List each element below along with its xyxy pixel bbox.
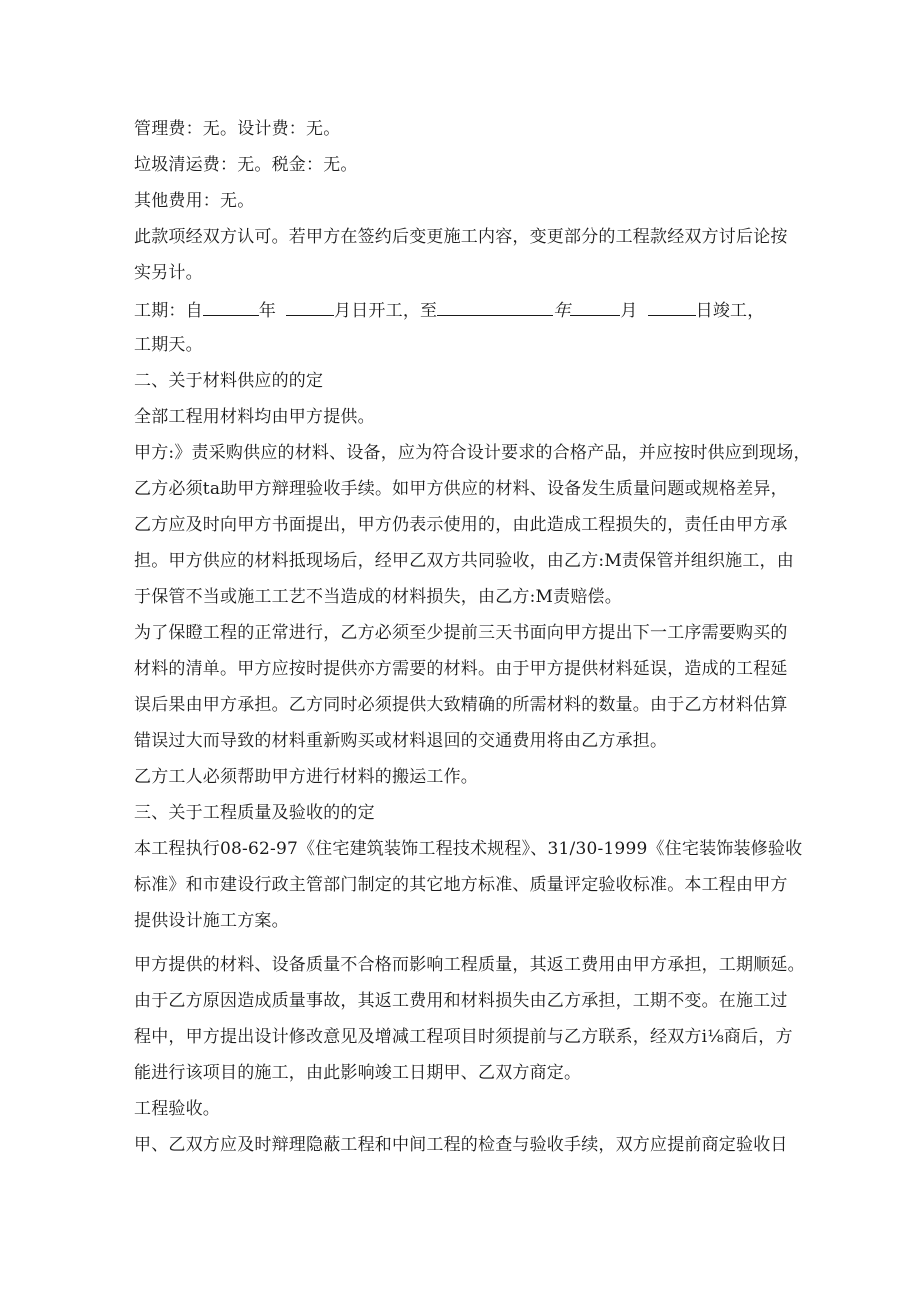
schedule-text: 日竣工， [695, 301, 765, 321]
paragraph-line: 实另计。 [134, 263, 203, 283]
schedule-text: 年 [553, 301, 571, 321]
paragraph-line: 乙方应及时向甲方书面提出，甲方仍表示使用的，由此造成工程损失的，责任由甲方承 [134, 515, 788, 535]
section-heading: 二、关于材料供应的的定 [134, 371, 324, 391]
schedule-days-line: 工期天。 [134, 335, 203, 355]
fee-line-management: 管理费：无。设计费：无。 [134, 119, 341, 139]
paragraph-line: 担。甲方供应的材料抵现场后，经甲乙双方共同验收，由乙方:M责保管并组织施工，由 [134, 551, 794, 571]
fee-line-other: 其他费用：无。 [134, 191, 255, 211]
end-year-blank [437, 299, 553, 316]
schedule-text: 工期：自 [134, 301, 203, 321]
paragraph-line: 提供设计施工方案。 [134, 911, 289, 931]
paragraph-line: 标准》和市建设行政主管部门制定的其它地方标准、质量评定验收标准。本工程由甲方 [134, 875, 788, 895]
end-day-blank [648, 299, 696, 316]
paragraph-line: 为了保瞪工程的正常进行，乙方必须至少提前三天书面向甲方提出下一工序需要购买的 [134, 623, 788, 643]
paragraph-line: 于保管不当或施工工艺不当造成的材料损失，由乙方:M责赔偿。 [134, 587, 622, 607]
fee-line-garbage: 垃圾清运费：无。税金：无。 [134, 155, 358, 175]
paragraph-line: 乙方必须ta助甲方辩理验收手续。如甲方供应的材料、设备发生质量问题或规格差异， [134, 479, 788, 499]
schedule-text: 年 [258, 301, 277, 321]
paragraph-line: 此款项经双方认可。若甲方在签约后变更施工内容，变更部分的工程款经双方讨后论按 [134, 227, 788, 247]
paragraph-line: 误后果由甲方承担。乙方同时必须提供大致精确的所需材料的数量。由于乙方材料估算 [134, 695, 788, 715]
paragraph-line: 材料的清单。甲方应按时提供亦方需要的材料。由于甲方提供材料延误，造成的工程延 [134, 659, 788, 679]
start-year-blank [203, 299, 259, 316]
paragraph-line: 乙方工人必须帮助甲方进行材料的搬运工作。 [134, 767, 478, 787]
paragraph-line: 全部工程用材料均由甲方提供。 [134, 407, 375, 427]
schedule-line [134, 299, 814, 321]
start-month-blank [286, 299, 334, 316]
paragraph-line: 甲、乙双方应及时辩理隐蔽工程和中间工程的检查与验收手续，双方应提前商定验收日 [134, 1135, 788, 1155]
paragraph-line: 本工程执行08-62-97《住宅建筑装饰工程技术规程》、31/30-1999《住宅装饰装修验收 [134, 839, 803, 859]
paragraph-line: 能进行该项目的施工，由此影响竣工日期甲、乙双方商定。 [134, 1063, 582, 1083]
paragraph-line: 错误过大而导致的材料重新购买或材料退回的交通费用将由乙方承担。 [134, 731, 668, 751]
schedule-text: 月 [620, 301, 638, 321]
end-month-blank [570, 299, 620, 316]
section-heading: 三、关于工程质量及验收的的定 [134, 803, 375, 823]
paragraph-line: 程中，甲方提出设计修改意见及增减工程项目时须提前与乙方联系，经双方i⅛商后，方 [134, 1027, 793, 1047]
paragraph-line: 甲方提供的材料、设备质量不合格而影响工程质量，其返工费用由甲方承担，工期顺延。 [134, 955, 805, 975]
paragraph-line: 工程验收。 [134, 1099, 220, 1119]
paragraph-line: 甲方:》责采购供应的材料、设备，应为符合设计要求的合格产品，并应按时供应到现场， [134, 443, 811, 463]
schedule-text: 月日开工，至 [334, 301, 438, 321]
paragraph-line: 由于乙方原因造成质量事故，其返工费用和材料损失由乙方承担，工期不变。在施工过 [134, 991, 788, 1011]
